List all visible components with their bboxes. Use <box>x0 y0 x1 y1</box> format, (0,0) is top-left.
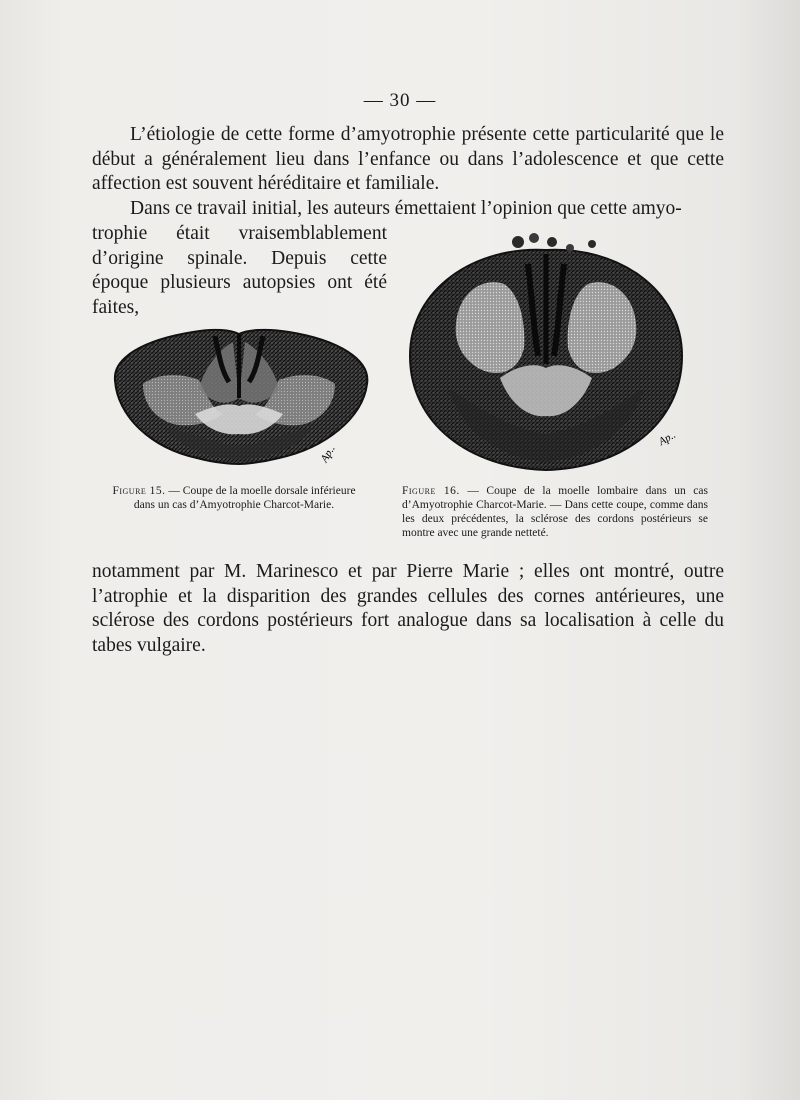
figure-16-signature: Ap.. <box>656 428 678 449</box>
page-number: — 30 — <box>363 90 437 111</box>
figure-16-caption <box>402 484 708 540</box>
paragraph-initial-work-wrapped: trophie était vraisemblablement d’origine spinale. Depuis cette époque plusieurs autopsies ont été faites, <box>92 223 387 318</box>
figure-15-illustration <box>103 318 375 476</box>
figure-16-label: Figure 16. <box>402 485 460 497</box>
paragraph-autopsies: notamment par M. Marinesco et par Pierre Marie ; elles ont montré, outre l’atrophie et la disparition des grandes cellules des cornes antérieures, une sclérose des cordons postérieurs fort analogue dans sa localisation à celle du tabes vulgaire. <box>92 561 724 656</box>
figure-15-signature: Ap.. <box>318 443 338 465</box>
figure-15-label: Figure 15. <box>112 485 166 497</box>
paragraph-initial-work-line1: Dans ce travail initial, les auteurs émettaient l’opinion que cette amyo- <box>130 198 682 219</box>
figure-16-caption-text: — Coupe de la moelle lombaire dans un cas d’Amyotrophie Charcot-Marie. — Dans cette coupe, comme dans les deux précédentes, la sclérose des cordons postérieurs se montre avec une grande netteté. <box>402 485 708 539</box>
figure-16-illustration <box>396 228 696 478</box>
paragraph-etiology: L’étiologie de cette forme d’amyotrophie présente cette particularité que le début a généralement lieu dans l’enfance ou dans l’adolescence et que cette affection est souvent héréditaire et familiale. <box>92 124 724 194</box>
figure-15-caption <box>103 484 365 512</box>
figure-15-caption-text: — Coupe de la moelle dorsale inférieure dans un cas d’Amyotrophie Charcot-Marie. <box>133 485 356 511</box>
